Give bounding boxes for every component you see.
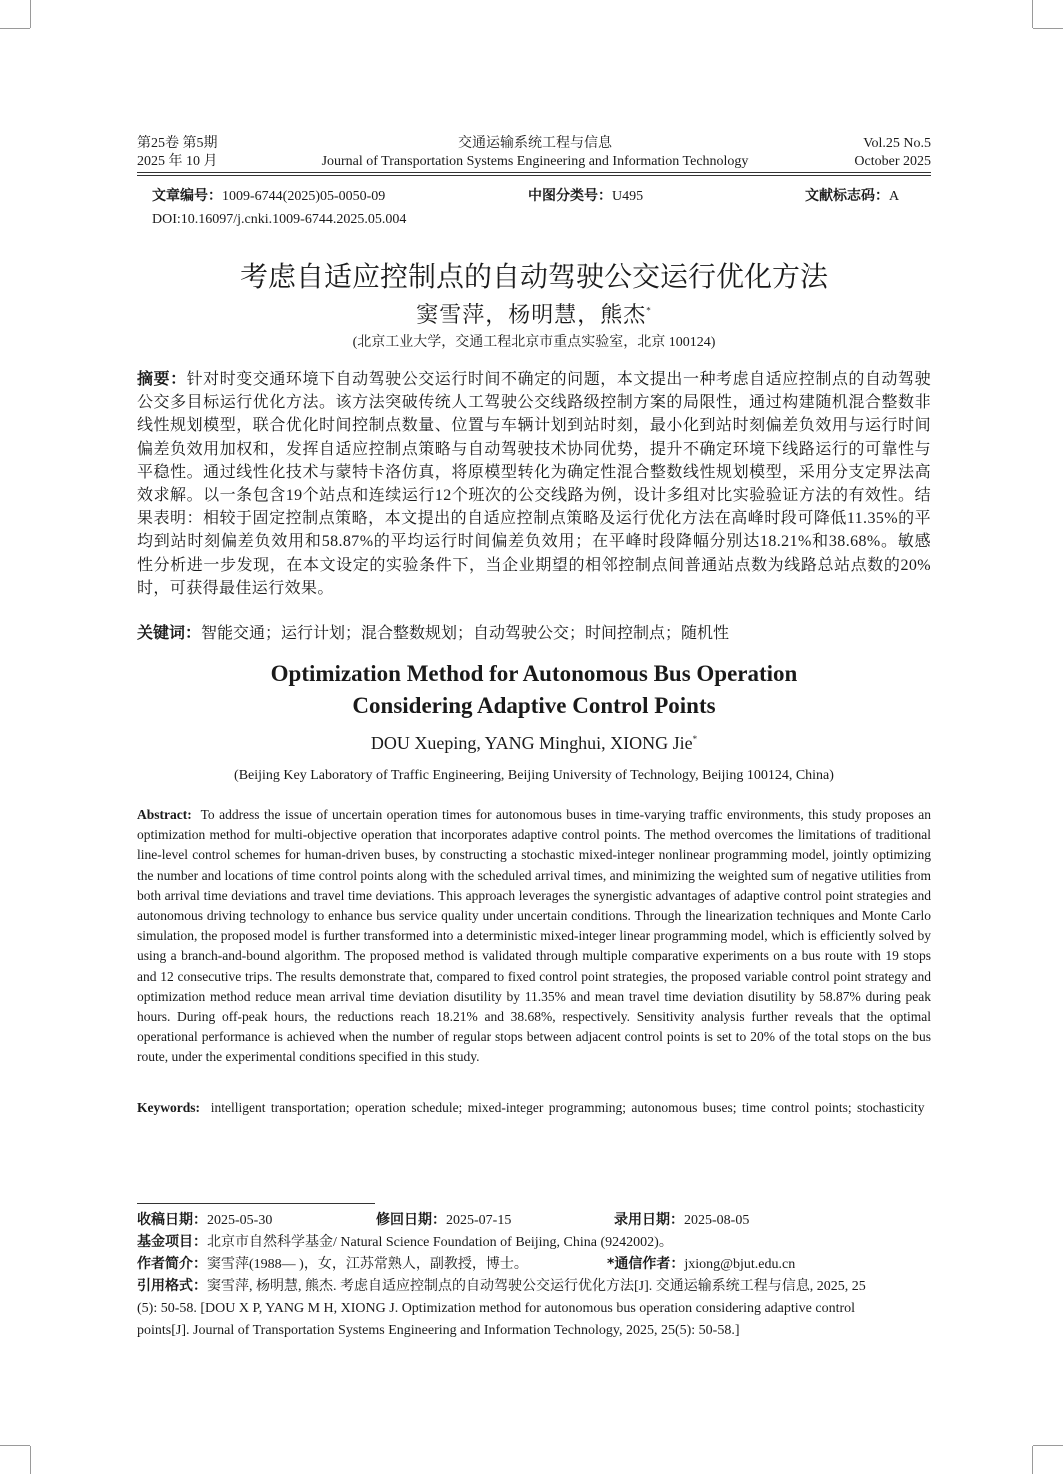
accepted-date: 录用日期：2025-08-05 xyxy=(614,1212,750,1228)
volume-issue-cn: 第25卷 第5期 xyxy=(137,136,218,151)
crop-mark xyxy=(1033,28,1063,29)
doi: DOI:10.16097/j.cnki.1009-6744.2025.05.004 xyxy=(152,212,407,227)
article-number: 文章编号：1009-6744(2025)05-0050-09 xyxy=(152,188,386,204)
crop-mark xyxy=(1033,1445,1063,1446)
crop-mark xyxy=(30,0,31,28)
header-center xyxy=(280,135,790,171)
affiliation-cn: (北京工业大学，交通工程北京市重点实验室，北京 100124) xyxy=(352,335,716,350)
journal-name-en: Journal of Transportation Systems Engineering and Information Technology xyxy=(321,154,749,169)
crop-mark xyxy=(1032,1446,1033,1474)
footnote-rule xyxy=(137,1203,375,1204)
abstract-cn xyxy=(137,367,931,600)
header-rule xyxy=(137,175,931,176)
abstract-cn-label: 摘要： xyxy=(137,369,187,388)
abstract-en xyxy=(137,805,931,1068)
keywords-cn-text: 智能交通；运行计划；混合整数规划；自动驾驶公交；时间控制点；随机性 xyxy=(201,625,730,642)
date-en: October 2025 xyxy=(854,154,931,169)
crop-mark xyxy=(0,28,30,29)
author-bio: 作者简介：窦雪萍(1988— )，女，江苏常熟人，副教授，博士。 xyxy=(137,1256,528,1272)
fund-info: 基金项目：北京市自然科学基金/ Natural Science Foundation of Beijing, China (9242002)。 xyxy=(137,1234,673,1250)
affiliation-en: (Beijing Key Laboratory of Traffic Engineering, Beijing University of Technology, Beijing 100124, China) xyxy=(234,768,834,783)
title-cn: 考虑自适应控制点的自动驾驶公交运行优化方法 xyxy=(239,260,828,293)
title-en: Optimization Method for Autonomous Bus Operation Considering Adaptive Control Points xyxy=(270,661,798,718)
crop-mark xyxy=(0,1445,30,1446)
clc-number: 中图分类号：U495 xyxy=(528,188,644,204)
abstract-en-text: To address the issue of uncertain operation times for autonomous buses in time-varying traffic environments, this study proposes an optimization method for multi-objective operation that incorporates adaptive control points. The method overcomes the limitations of traditional line-level control schemes for human-driven buses, by constructing a stochastic mixed-integer nonlinear programming model, jointly optimizing the number and locations of time control points along with the scheduled arrival times, and minimizing the weighted sum of negative utilities from both arrival time deviations and travel time deviations. This approach leverages the synergistic advantages of adaptive control point strategies and autonomous driving technology to enhance bus service quality under uncertain conditions. Through the linearization techniques and Monte Carlo simulation, the proposed model is further transformed into a deterministic mixed-integer linear programming model, which is efficiently solved by using a branch-and-bound algorithm. The proposed method is validated through multiple comparative experiments on a bus route with 19 stops and 12 consecutive trips. The results demonstrate that, compared to fixed control point strategies, the proposed variable control point strategy and optimization method reduce mean arrival time deviation disutility by 11.35% and mean travel time deviation disutility by 58.87% during peak hours. During off-peak hours, the reductions reach 18.21% and 38.68%, respectively. Sensitivity analysis further reveals that the optimal operational performance is achieved when the number of regular stops between adjacent control points is set to 20% of the total stops on the bus route, under the experimental conditions specified in this study. xyxy=(137,807,931,1065)
header-left xyxy=(137,135,218,171)
authors-en: DOU Xueping, YANG Minghui, XIONG Jie* xyxy=(370,733,698,753)
crop-mark xyxy=(1032,0,1033,28)
abstract-cn-text: 针对时变交通环境下自动驾驶公交运行时间不确定的问题，本文提出一种考虑自适应控制点的自动驾驶公交多目标运行优化方法。该方法突破传统人工驾驶公交线路级控制方案的局限性，通过构建随机混合整数非线性规划模型，联合优化时间控制点数量、位置与车辆计划到站时刻，最小化到站时刻偏差负效用与运行时间偏差负效用加权和，发挥自适应控制点策略与自动驾驶技术协同优势，提升不确定环境下线路运行的可靠性与平稳性。通过线性化技术与蒙特卡洛仿真，将原模型转化为确定性混合整数线性规划模型，采用分支定界法高效求解。以一条包含19个站点和连续运行12个班次的公交线路为例，设计多组对比实验验证方法的有效性。结果表明：相较于固定控制点策略，本文提出的自适应控制点策略及运行优化方法在高峰时段可降低11.35%的平均到站时刻偏差负效用和58.87%的平均运行时间偏差负效用；在平峰时段降幅分别达18.21%和38.68%。敏感性分析进一步发现，在本文设定的实验条件下，当企业期望的相邻控制点间普通站点数为线路总站点数的20%时，可获得最佳运行效果。 xyxy=(137,371,931,597)
citation: 引用格式：窦雪萍, 杨明慧, 熊杰. 考虑自适应控制点的自动驾驶公交运行优化方法[J]. 交通运输系统工程与信息, 2025, 25 (5): 50-58. [DOU X P, YANG M H, XIONG J. Optimization method for autonomous bus operation considering adaptive control points[J]. Journal of Transportation Systems Engineering and Information Technology, 2025, 25(5): 50-58.] xyxy=(137,1278,866,1338)
revised-date: 修回日期：2025-07-15 xyxy=(376,1212,512,1228)
journal-name-cn: 交通运输系统工程与信息 xyxy=(458,136,612,151)
document-code: 文献标志码：A xyxy=(805,188,900,204)
date-cn: 2025 年 10 月 xyxy=(137,154,218,169)
volume-issue-en: Vol.25 No.5 xyxy=(863,136,931,151)
crop-mark xyxy=(30,1446,31,1474)
abstract-en-label: Abstract: xyxy=(137,807,192,822)
keywords-en-text: intelligent transportation; operation schedule; mixed-integer programming; autonomous buses; time control points; stochasticity xyxy=(210,1100,925,1115)
keywords-en xyxy=(137,1098,931,1118)
header-rule xyxy=(137,172,931,173)
keywords-en-label: Keywords: xyxy=(137,1100,200,1115)
received-date: 收稿日期：2025-05-30 xyxy=(137,1212,273,1228)
authors-cn: 窦雪萍，杨明慧，熊杰* xyxy=(416,302,652,327)
header-right xyxy=(854,135,931,171)
keywords-cn xyxy=(137,622,931,645)
keywords-cn-label: 关键词： xyxy=(137,623,202,642)
corresponding-author: *通信作者：jxiong@bjut.edu.cn xyxy=(607,1256,796,1272)
